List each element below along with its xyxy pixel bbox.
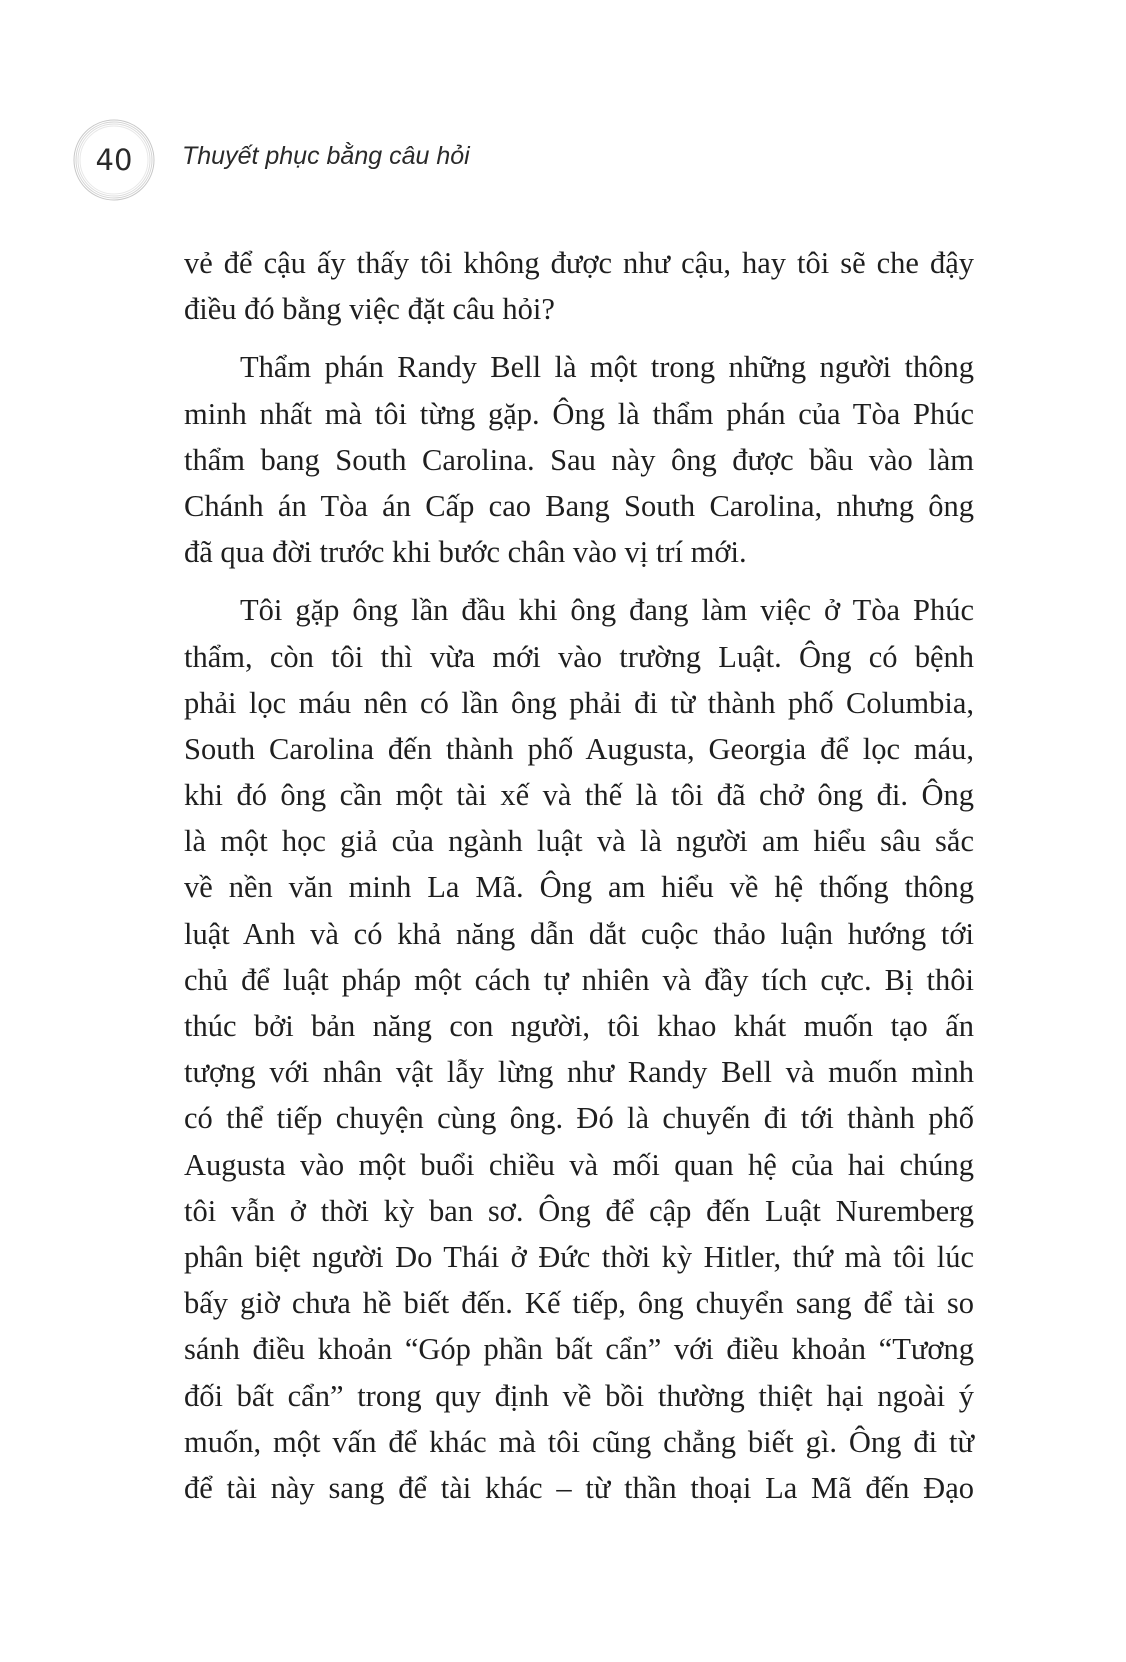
text-line: khi đó ông cần một tài xế và thế là tôi đã chở ông đi. Ông xyxy=(184,778,974,813)
text-line: phải lọc máu nên có lần ông phải đi từ thành phố Columbia, xyxy=(184,685,974,720)
text-line: Tôi gặp ông lần đầu khi ông đang làm việc ở Tòa Phúc xyxy=(240,593,974,628)
text-line: có thể tiếp chuyện cùng ông. Đó là chuyến đi tới thành phố xyxy=(184,1101,974,1136)
text-line: thẩm bang South Carolina. Sau này ông được bầu vào làm xyxy=(184,442,974,477)
text-line: tôi vẫn ở thời kỳ ban sơ. Ông để cập đến Luật Nuremberg xyxy=(184,1193,974,1228)
text-line: thúc bởi bản năng con người, tôi khao khát muốn tạo ấn xyxy=(184,1009,974,1043)
text-line: thẩm, còn tôi thì vừa mới vào trường Luật. Ông có bệnh xyxy=(184,639,974,674)
text-line: chủ để luật pháp một cách tự nhiên và đầy tích cực. Bị thôi xyxy=(184,962,974,997)
body-text xyxy=(184,240,974,1511)
text-line: South Carolina đến thành phố Augusta, Georgia để lọc máu, xyxy=(184,731,974,766)
text-line: Augusta vào một buổi chiều và mối quan hệ của hai chúng xyxy=(184,1147,974,1182)
text-line: đã qua đời trước khi bước chân vào vị trí mới. xyxy=(184,535,747,570)
running-title: Thuyết phục bằng câu hỏi xyxy=(182,142,470,170)
text-line: là một học giả của ngành luật và là người am hiểu sâu sắc xyxy=(184,824,974,859)
text-line: bấy giờ chưa hề biết đến. Kế tiếp, ông chuyển sang để tài so xyxy=(184,1286,974,1321)
text-line: phân biệt người Do Thái ở Đức thời kỳ Hitler, thứ mà tôi lúc xyxy=(184,1239,974,1274)
page-number: 40 xyxy=(95,143,133,177)
text-line: Thẩm phán Randy Bell là một trong những người thông xyxy=(240,350,974,385)
text-line: để tài này sang để tài khác – từ thần thoại La Mã đến Đạo xyxy=(184,1470,974,1505)
text-line: muốn, một vấn để khác mà tôi cũng chẳng biết gì. Ông đi từ xyxy=(184,1424,974,1459)
text-line: về nền văn minh La Mã. Ông am hiểu về hệ thống thông xyxy=(184,870,974,905)
text-line: sánh điều khoản “Góp phần bất cẩn” với điều khoản “Tương xyxy=(184,1332,974,1367)
text-line: đối bất cẩn” trong quy định về bồi thường thiệt hại ngoài ý xyxy=(184,1378,974,1413)
text-line: vẻ để cậu ấy thấy tôi không được như cậu, hay tôi sẽ che đậy xyxy=(184,246,974,280)
text-line: minh nhất mà tôi từng gặp. Ông là thẩm phán của Tòa Phúc xyxy=(184,396,974,431)
text-line: Chánh án Tòa án Cấp cao Bang South Carolina, nhưng ông xyxy=(184,488,974,523)
text-line: điều đó bằng việc đặt câu hỏi? xyxy=(184,292,555,327)
text-line: luật Anh và có khả năng dẫn dắt cuộc thảo luận hướng tới xyxy=(184,916,974,951)
page-header xyxy=(72,118,772,198)
text-line: tượng với nhân vật lẫy lừng như Randy Bell và muốn mình xyxy=(184,1055,974,1090)
page-number-badge xyxy=(72,118,156,202)
